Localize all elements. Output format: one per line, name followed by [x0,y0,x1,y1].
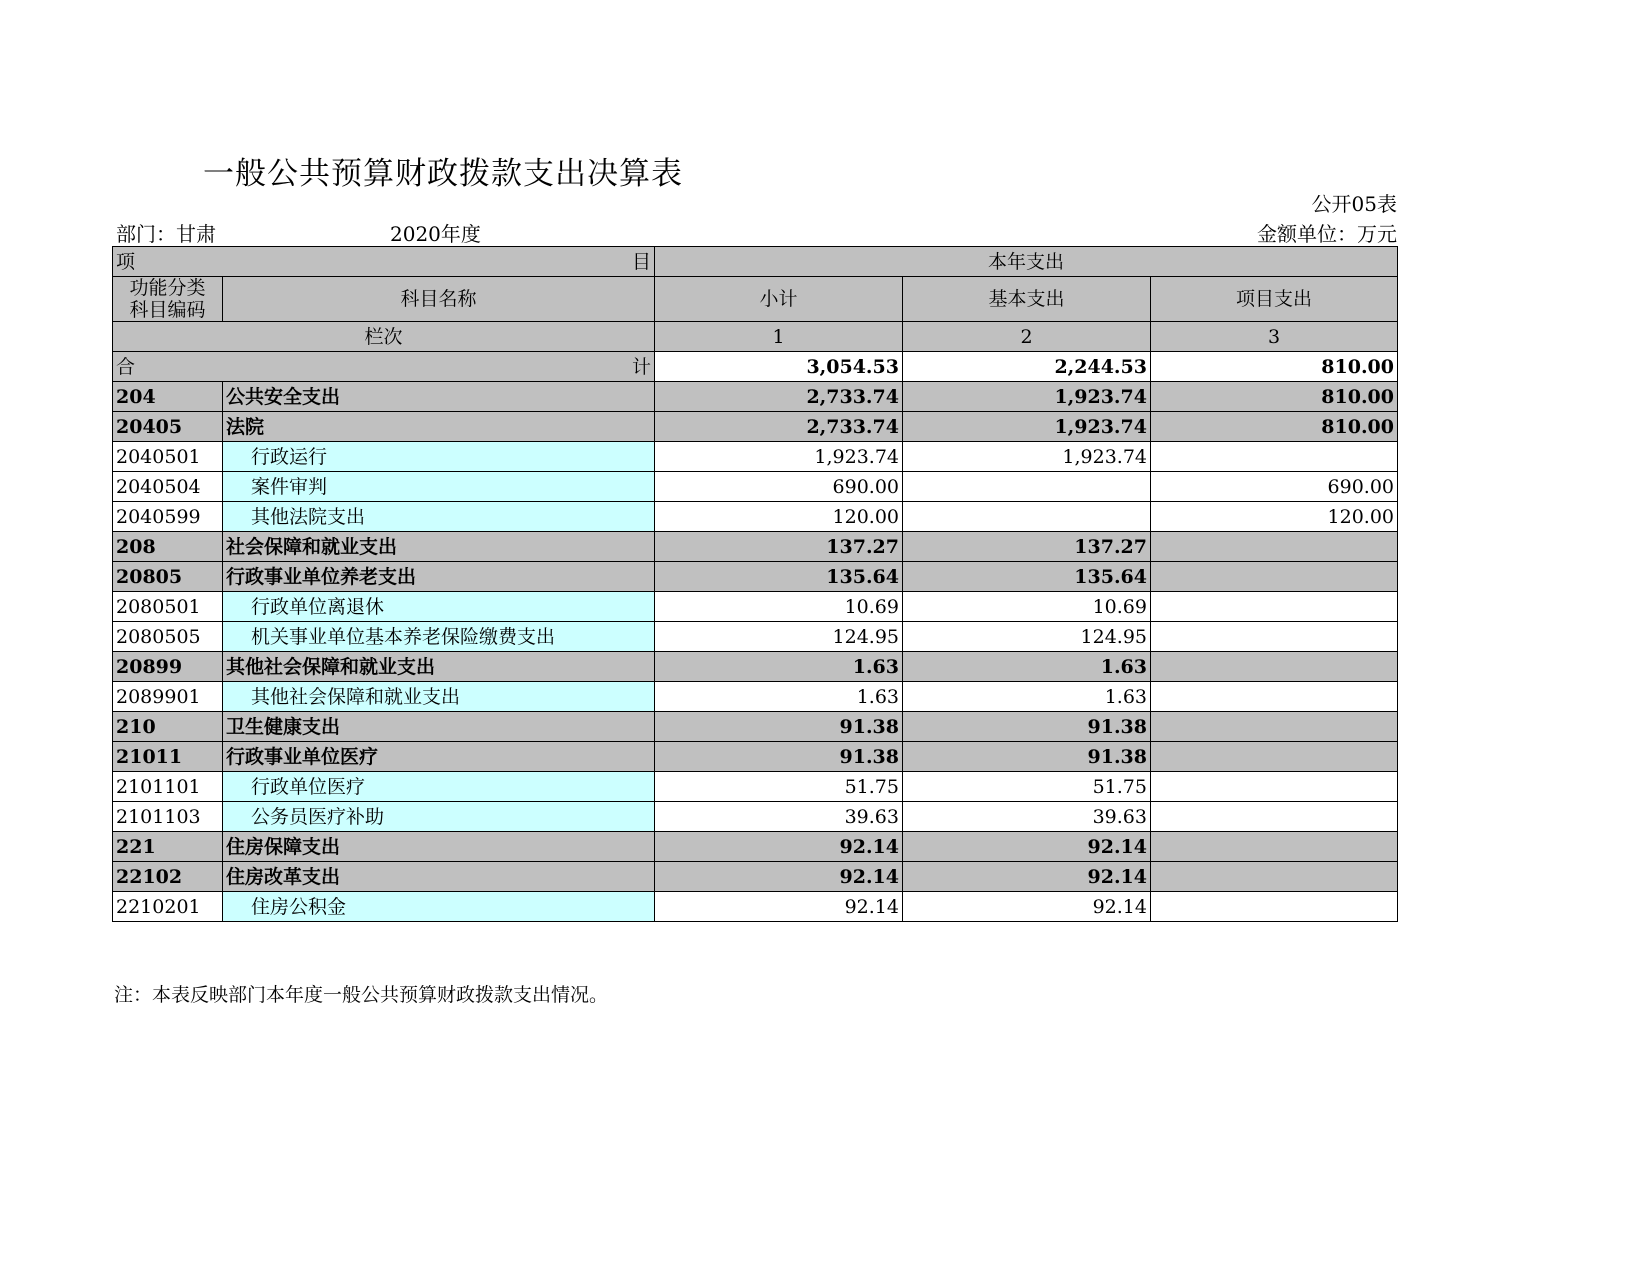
row-code: 208 [113,532,223,562]
column-label: 栏次 [113,322,655,352]
row-subtotal: 92.14 [655,862,903,892]
row-code: 221 [113,832,223,862]
total-row [113,352,1398,382]
row-code: 22102 [113,862,223,892]
table-row [113,412,1398,442]
amount-unit: 金额单位：万元 [1257,222,1397,246]
table-row [113,622,1398,652]
row-code: 2080505 [113,622,223,652]
current-year-header: 本年支出 [655,247,1398,277]
row-subtotal: 91.38 [655,742,903,772]
row-subject-name: 行政单位医疗 [223,772,655,802]
row-subject-name: 卫生健康支出 [223,712,655,742]
table-row [113,532,1398,562]
row-basic: 92.14 [903,832,1151,862]
department-label: 部门：甘肃 [116,222,216,246]
row-subject-name: 其他社会保障和就业支出 [223,682,655,712]
row-subject-name: 住房公积金 [223,892,655,922]
table-row [113,892,1398,922]
total-project: 810.00 [1151,352,1398,382]
row-basic: 92.14 [903,892,1151,922]
table-row [113,832,1398,862]
row-code: 2089901 [113,682,223,712]
row-project [1151,712,1398,742]
table-row [113,502,1398,532]
project-header: 项目支出 [1151,277,1398,322]
row-code: 20805 [113,562,223,592]
total-subtotal: 3,054.53 [655,352,903,382]
row-subject-name: 行政运行 [223,442,655,472]
row-project [1151,592,1398,622]
table-row [113,592,1398,622]
subject-name-header: 科目名称 [223,277,655,322]
total-label-cell [113,352,655,382]
table-row [113,862,1398,892]
row-subject-name: 行政事业单位养老支出 [223,562,655,592]
row-basic: 91.38 [903,742,1151,772]
item-header-cell [113,247,655,277]
row-subject-name: 社会保障和就业支出 [223,532,655,562]
row-basic: 1,923.74 [903,412,1151,442]
row-subtotal: 690.00 [655,472,903,502]
row-subject-name: 案件审判 [223,472,655,502]
column-number-1: 1 [655,322,903,352]
row-subtotal: 51.75 [655,772,903,802]
row-project [1151,442,1398,472]
row-subtotal: 2,733.74 [655,412,903,442]
row-code: 204 [113,382,223,412]
row-code: 2040599 [113,502,223,532]
row-code: 2040504 [113,472,223,502]
header-row-columns [113,277,1398,322]
row-code: 2210201 [113,892,223,922]
row-subject-name: 住房保障支出 [223,832,655,862]
row-basic: 1.63 [903,682,1151,712]
row-subtotal: 39.63 [655,802,903,832]
row-code: 2040501 [113,442,223,472]
row-code: 2080501 [113,592,223,622]
row-basic: 39.63 [903,802,1151,832]
table-row [113,382,1398,412]
row-subtotal: 92.14 [655,832,903,862]
row-project [1151,742,1398,772]
row-basic: 135.64 [903,562,1151,592]
row-subtotal: 1,923.74 [655,442,903,472]
fiscal-year: 2020年度 [390,222,481,246]
row-subtotal: 137.27 [655,532,903,562]
code-header-line1: 功能分类 [129,277,206,299]
expenditure-table [112,246,1398,922]
table-row [113,442,1398,472]
row-subject-name: 机关事业单位基本养老保险缴费支出 [223,622,655,652]
row-subject-name: 公共安全支出 [223,382,655,412]
row-subtotal: 10.69 [655,592,903,622]
row-project [1151,892,1398,922]
header-row-column-numbers [113,322,1398,352]
row-project [1151,772,1398,802]
row-subject-name: 住房改革支出 [223,862,655,892]
row-subtotal: 120.00 [655,502,903,532]
row-project [1151,832,1398,862]
row-project [1151,622,1398,652]
subtotal-header: 小计 [655,277,903,322]
total-label-left: 合 [116,355,136,378]
row-basic: 1,923.74 [903,382,1151,412]
row-project [1151,862,1398,892]
row-basic: 51.75 [903,772,1151,802]
table-row [113,712,1398,742]
row-basic: 91.38 [903,712,1151,742]
row-basic: 124.95 [903,622,1151,652]
row-basic [903,472,1151,502]
header-row-item [113,247,1398,277]
row-project: 810.00 [1151,412,1398,442]
row-project: 810.00 [1151,382,1398,412]
row-subtotal: 135.64 [655,562,903,592]
report-title: 一般公共预算财政拨款支出决算表 [203,156,683,192]
table-row [113,802,1398,832]
row-code: 20899 [113,652,223,682]
column-number-2: 2 [903,322,1151,352]
row-basic: 10.69 [903,592,1151,622]
table-row [113,682,1398,712]
row-project [1151,532,1398,562]
row-subject-name: 法院 [223,412,655,442]
row-subtotal: 124.95 [655,622,903,652]
row-subject-name: 行政单位离退休 [223,592,655,622]
item-header-left: 项 [116,250,136,273]
row-project [1151,652,1398,682]
row-code: 2101103 [113,802,223,832]
item-header-right: 目 [631,250,651,273]
total-basic: 2,244.53 [903,352,1151,382]
row-basic: 1.63 [903,652,1151,682]
row-subject-name: 公务员医疗补助 [223,802,655,832]
row-basic: 137.27 [903,532,1151,562]
row-code: 2101101 [113,772,223,802]
row-project [1151,802,1398,832]
row-subject-name: 其他社会保障和就业支出 [223,652,655,682]
row-code: 21011 [113,742,223,772]
row-basic [903,502,1151,532]
row-subtotal: 2,733.74 [655,382,903,412]
table-row [113,742,1398,772]
row-basic: 1,923.74 [903,442,1151,472]
code-header [113,277,223,322]
table-row [113,562,1398,592]
row-subtotal: 92.14 [655,892,903,922]
total-label-right: 计 [631,355,651,378]
row-project: 120.00 [1151,502,1398,532]
column-number-3: 3 [1151,322,1398,352]
table-row [113,652,1398,682]
row-code: 210 [113,712,223,742]
table-footnote: 注：本表反映部门本年度一般公共预算财政拨款支出情况。 [114,984,609,1006]
row-subject-name: 行政事业单位医疗 [223,742,655,772]
row-project [1151,562,1398,592]
basic-header: 基本支出 [903,277,1151,322]
row-subject-name: 其他法院支出 [223,502,655,532]
row-project: 690.00 [1151,472,1398,502]
table-row [113,472,1398,502]
row-code: 20405 [113,412,223,442]
row-basic: 92.14 [903,862,1151,892]
row-subtotal: 91.38 [655,712,903,742]
row-project [1151,682,1398,712]
code-header-line2: 科目编码 [129,299,206,321]
form-number: 公开05表 [1311,192,1397,216]
row-subtotal: 1.63 [655,652,903,682]
table-row [113,772,1398,802]
row-subtotal: 1.63 [655,682,903,712]
